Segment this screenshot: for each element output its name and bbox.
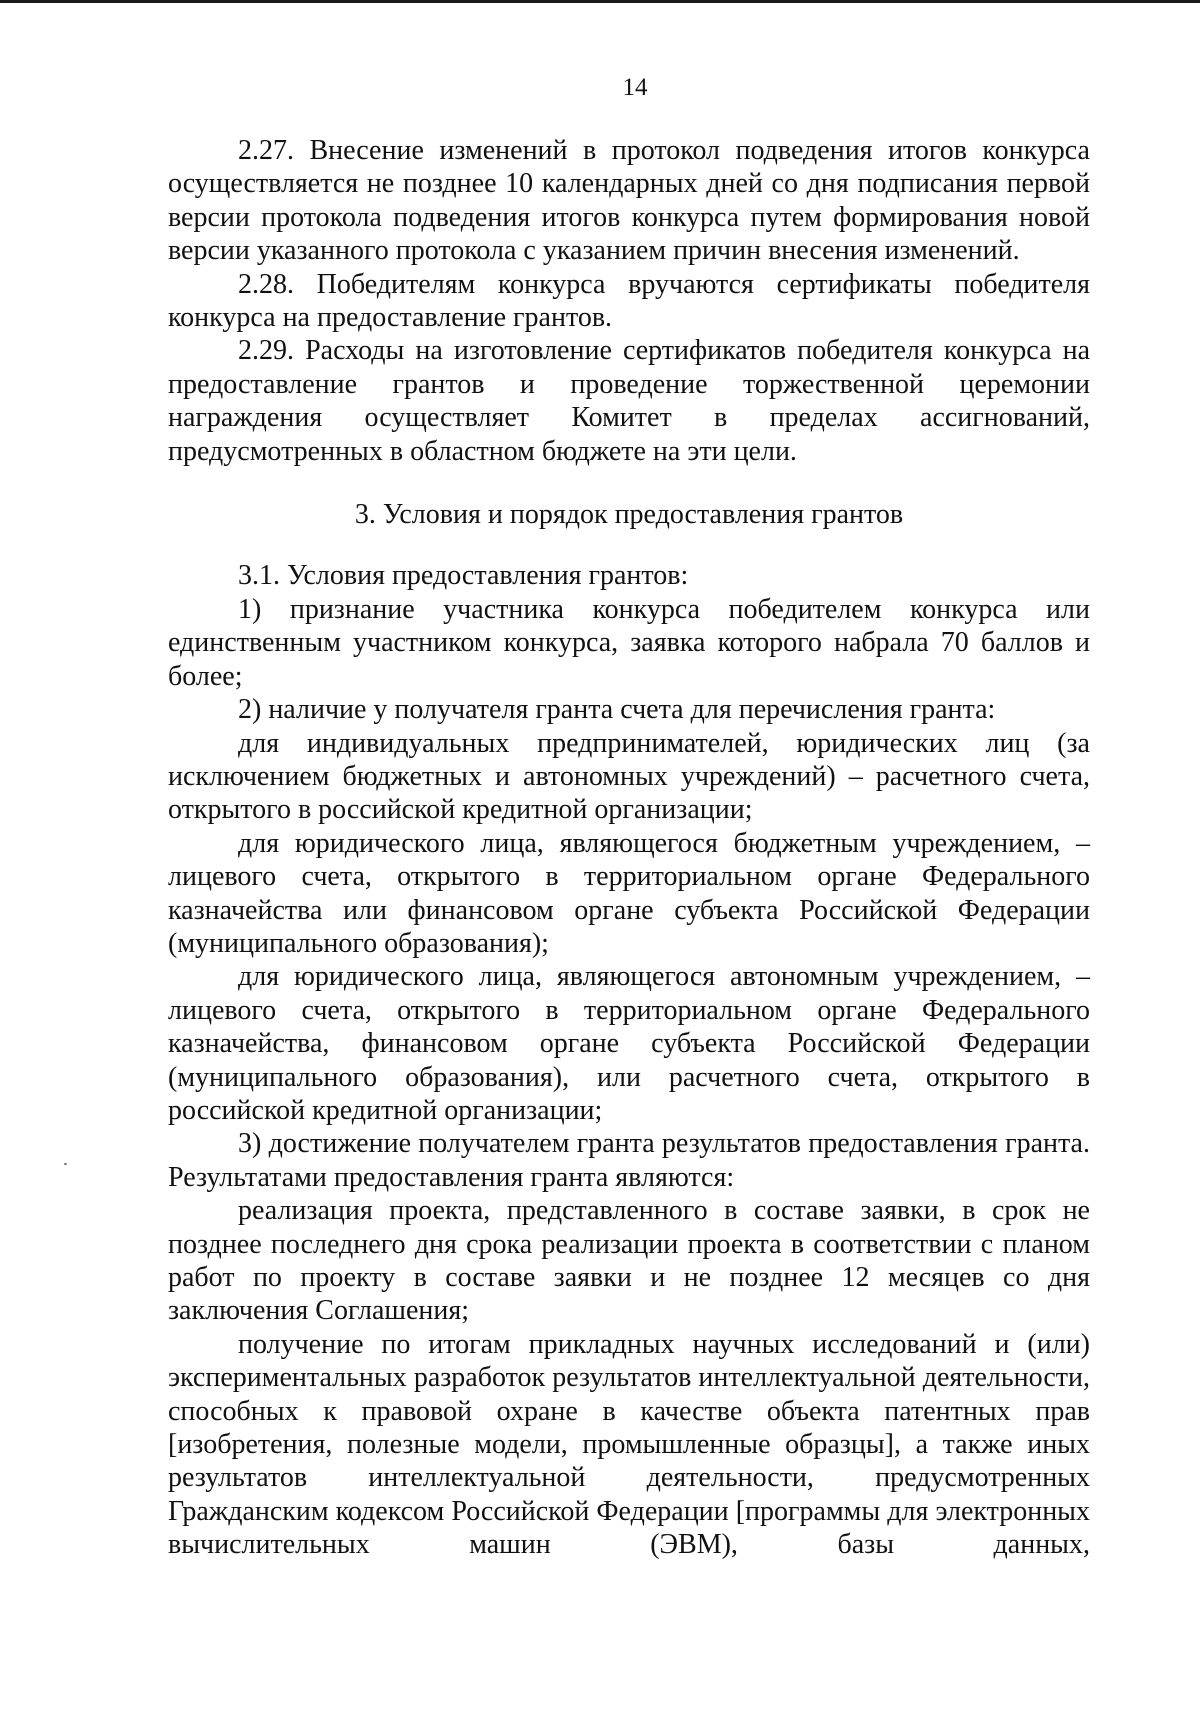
section-heading: 3. Условия и порядок предоставления грантов [354, 499, 904, 531]
paragraph-2-27: 2.27. Внесение изменений в протокол подведения итогов конкурса осуществляется не позднее 10 календарных дней со дня подписания первой версии протокола подведения итогов конкурса путем формирования новой версии указанного протокола с указанием причин внесения изменений. [168, 135, 1090, 267]
condition-2-autonomous-institution: для юридического лица, являющегося автономным учреждением, – лицевого счета, открытого в территориальном органе Федерального казначейства, финансовом органе субъекта Российской Федерации (муниципального образования), или расчетного счета, открытого в российской кредитной организации; [168, 961, 1090, 1126]
condition-2-budget-institution: для юридического лица, являющегося бюджетным учреждением, – лицевого счета, открытого в территориальном органе Федерального казначейства или финансовом органе субъекта Российской Федерации (муниципального образования); [168, 827, 1090, 959]
document-body [168, 134, 1090, 1562]
result-intellectual-activity: получение по итогам прикладных научных исследований и (или) экспериментальных разработок результатов интеллектуальной деятельности, способных к правовой охране в качестве объекта патентных прав [изобретения, полезные модели, промышленные образцы], а также иных результатов интеллектуальной деятельности, предусмотренных Гражданским кодексом Российской Федерации [программы для электронных вычислительных машин (ЭВМ), базы данных, [168, 1328, 1090, 1561]
page-number: 14 [622, 74, 648, 101]
scan-edge-line [0, 0, 1200, 3]
scan-speck [64, 1163, 67, 1165]
condition-2: 2) наличие у получателя гранта счета для перечисления гранта: [238, 694, 996, 726]
paragraph-3-1: 3.1. Условия предоставления грантов: [238, 560, 689, 592]
condition-2-entrepreneurs: для индивидуальных предпринимателей, юридических лиц (за исключением бюджетных и автономных учреждений) – расчетного счета, открытого в российской кредитной организации; [168, 727, 1090, 826]
condition-1: 1) признание участника конкурса победителем конкурса или единственным участником конкурса, заявка которого набрала 70 баллов и более; [168, 593, 1090, 692]
paragraph-2-28: 2.28. Победителям конкурса вручаются сертификаты победителя конкурса на предоставление грантов. [168, 268, 1090, 334]
paragraph-2-29: 2.29. Расходы на изготовление сертификатов победителя конкурса на предоставление грантов и проведение торжественной церемонии награждения осуществляет Комитет в пределах ассигнований, предусмотренных в областном бюджете на эти цели. [168, 335, 1090, 467]
condition-3: 3) достижение получателем гранта результатов предоставления гранта. Результатами предоставления гранта являются: [168, 1128, 1090, 1193]
result-project-implementation: реализация проекта, представленного в составе заявки, в срок не позднее последнего дня срока реализации проекта в соответствии с планом работ по проекту в составе заявки и не позднее 12 месяцев со дня заключения Соглашения; [168, 1195, 1090, 1327]
